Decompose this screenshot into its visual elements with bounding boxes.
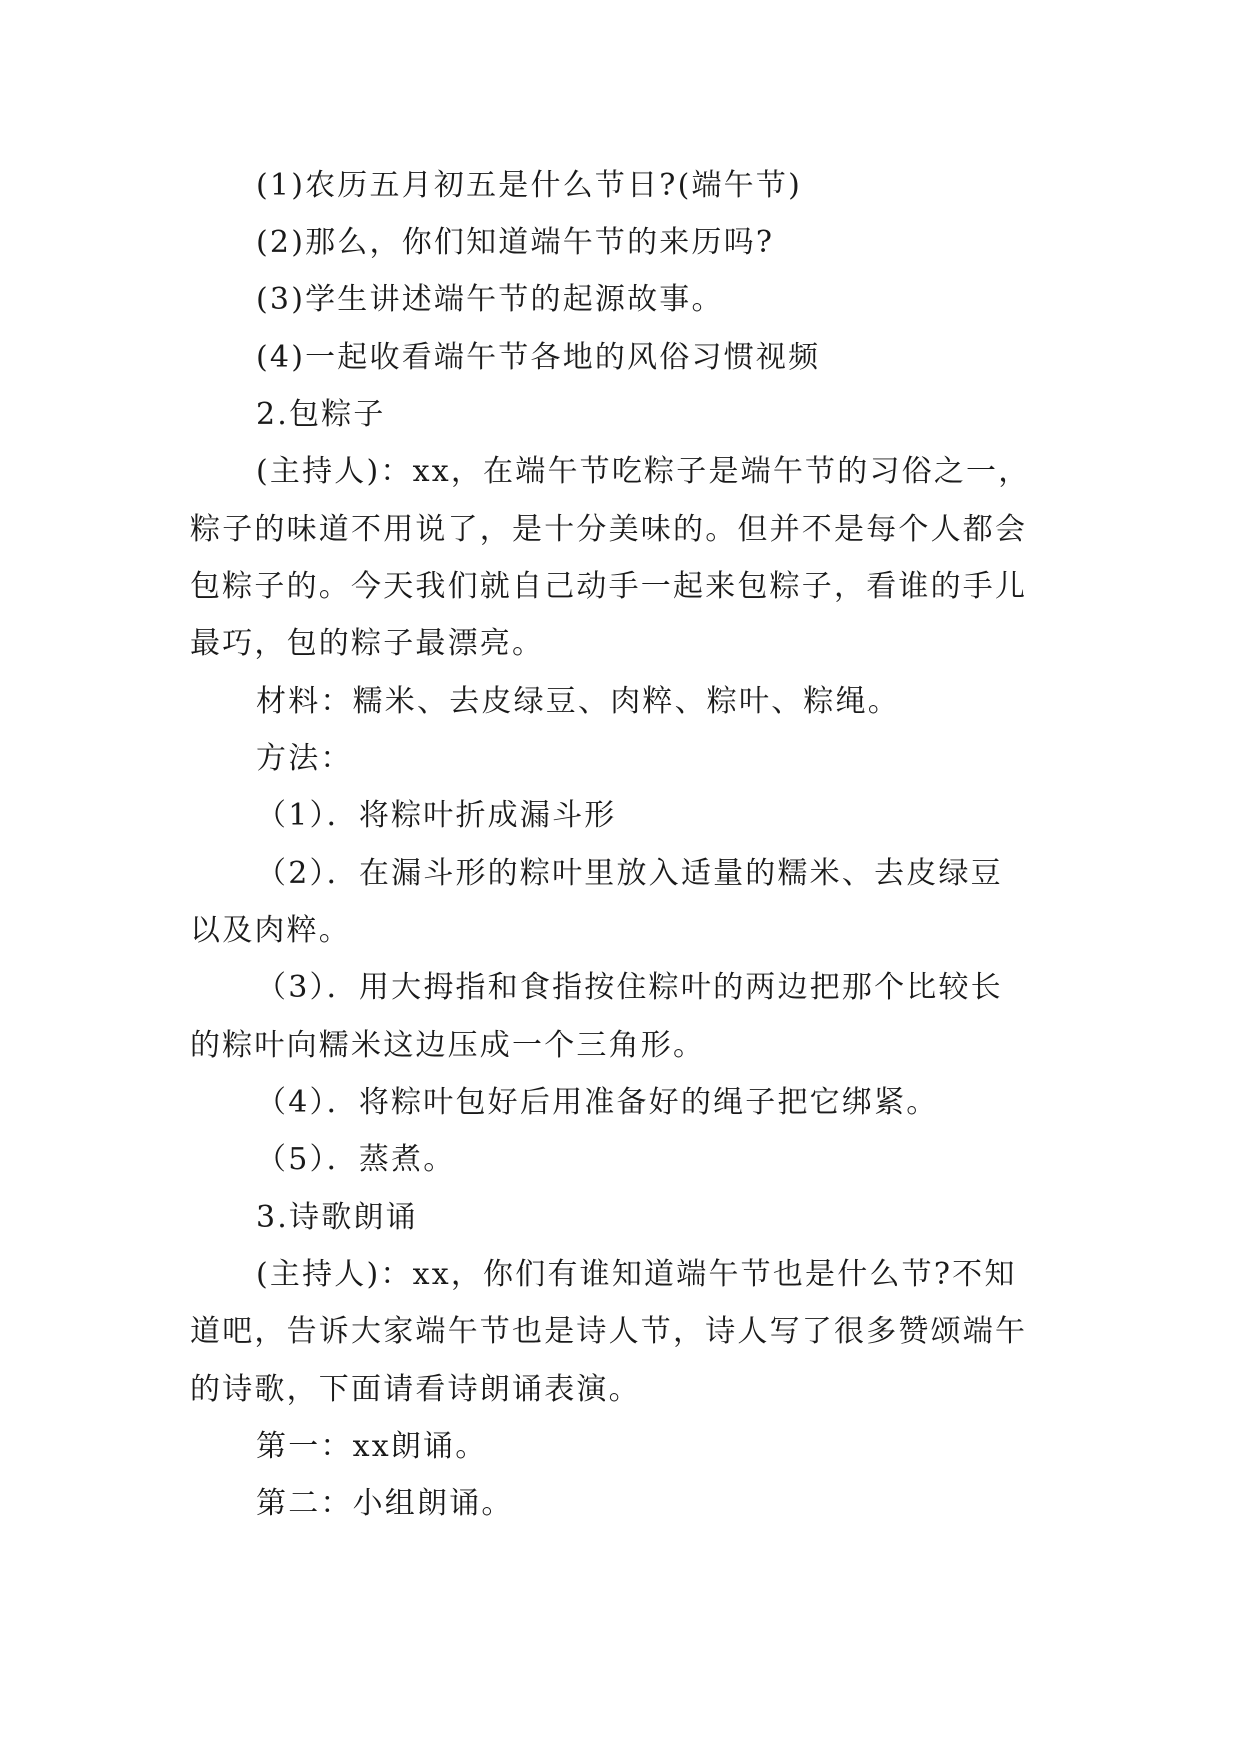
method-heading: 方法： [256, 741, 353, 776]
recitation-first: 第一：xx朗诵。 [256, 1429, 488, 1464]
question-2: (2)那么，你们知道端午节的来历吗? [256, 225, 775, 260]
host-paragraph-line: 最巧，包的粽子最漂亮。 [190, 626, 545, 661]
recitation-second: 第二：小组朗诵。 [256, 1486, 514, 1521]
poetry-paragraph-line: 的诗歌，下面请看诗朗诵表演。 [190, 1372, 641, 1407]
method-step-2: （2）．在漏斗形的粽叶里放入适量的糯米、去皮绿豆 [256, 856, 1003, 891]
section-heading-2: 2.包粽子 [256, 397, 386, 432]
method-step-3-cont: 的粽叶向糯米这边压成一个三角形。 [190, 1028, 706, 1063]
question-1: (1)农历五月初五是什么节日?(端午节) [256, 168, 802, 203]
section-heading-3: 3.诗歌朗诵 [256, 1200, 418, 1235]
materials-line: 材料：糯米、去皮绿豆、肉粹、粽叶、粽绳。 [256, 684, 900, 719]
question-3: (3)学生讲述端午节的起源故事。 [256, 282, 724, 317]
host-paragraph-line: 粽子的味道不用说了，是十分美味的。但并不是每个人都会 [190, 512, 1028, 547]
host-paragraph-line: 包粽子的。今天我们就自己动手一起来包粽子，看谁的手儿 [190, 569, 1028, 604]
method-step-5: （5）．蒸煮。 [256, 1142, 456, 1177]
poetry-paragraph-line: (主持人)：xx，你们有谁知道端午节也是什么节?不知 [256, 1257, 1017, 1292]
method-step-2-cont: 以及肉粹。 [190, 913, 351, 948]
poetry-paragraph-line: 道吧，告诉大家端午节也是诗人节，诗人写了很多赞颂端午 [190, 1314, 1028, 1349]
method-step-3: （3）．用大拇指和食指按住粽叶的两边把那个比较长 [256, 970, 1003, 1005]
question-4: (4)一起收看端午节各地的风俗习惯视频 [256, 340, 821, 375]
method-step-1: （1）．将粽叶折成漏斗形 [256, 798, 617, 833]
method-step-4: （4）．将粽叶包好后用准备好的绳子把它绑紧。 [256, 1085, 939, 1120]
host-paragraph-line: (主持人)：xx，在端午节吃粽子是端午节的习俗之一， [256, 454, 1031, 489]
